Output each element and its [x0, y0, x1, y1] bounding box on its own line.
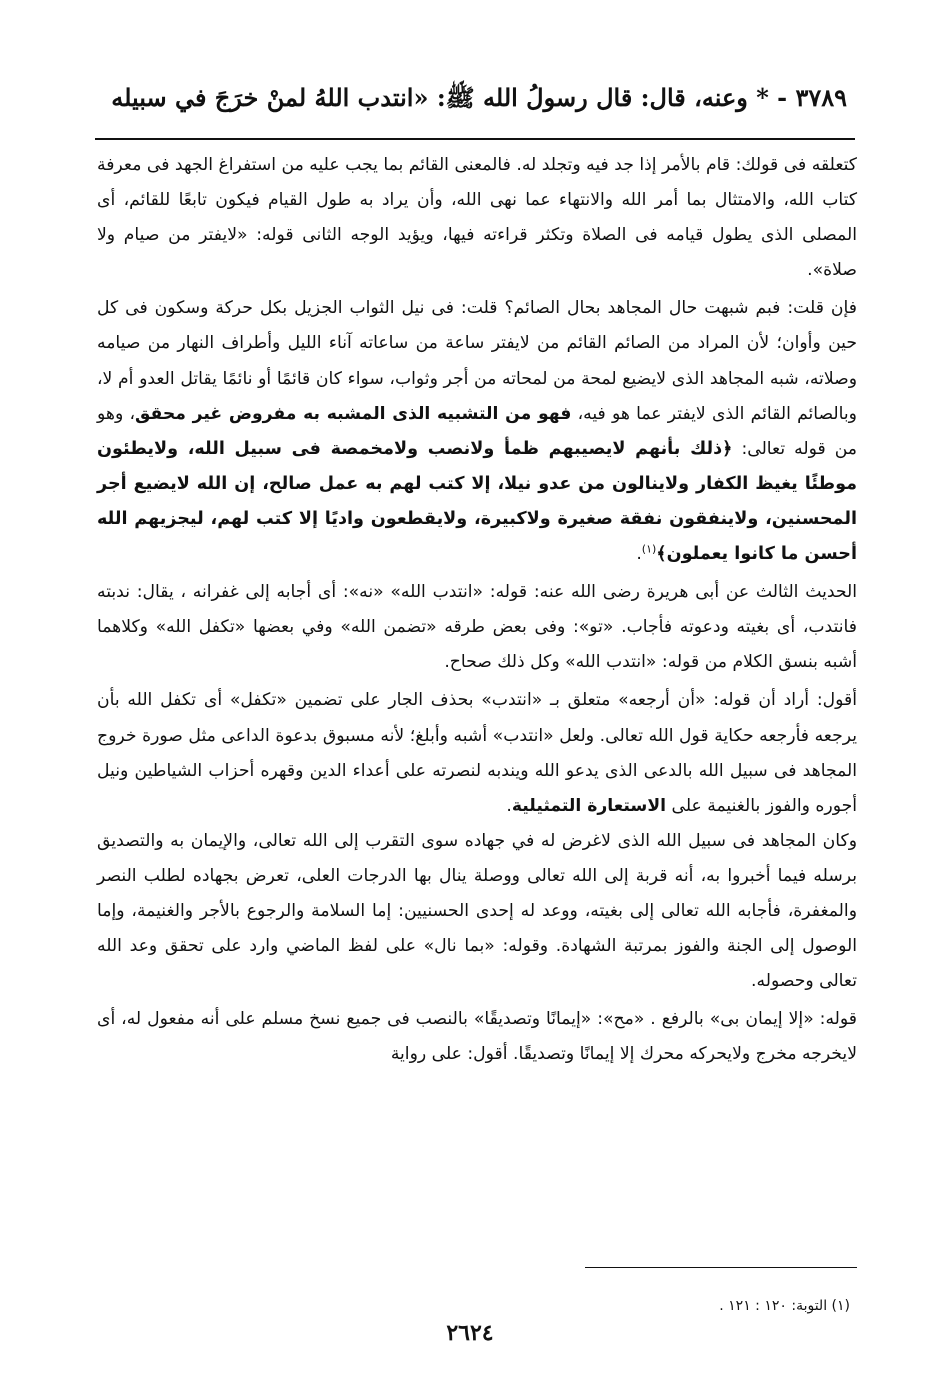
paragraph-4-text-a: أقول: أراد أن قوله: «أن أرجعه» متعلق بـ «انتدب» بحذف الجار على تضمين «تكفل» أى تكفل الله بأن يرجعه فأرجعه حكاية قول الله تعالى. ولعل «انتدب» أشبه وأبلغ؛ لأنه مسبوق بدعوة الداعى مثل صورة خروج المجاهد فى سبيل الله بالدعى الذى يدعو الله ويندبه لنصرته على أعداء الدين وقهره أحزاب الشياطين ونيل أجوره والفوز بالغنيمة على — [97, 690, 857, 816]
page-number: ٢٦٢٤ — [446, 1320, 494, 1346]
quran-verse: ﴿ذلك بأنهم لايصيبهم ظمأ ولانصب ولامخمصة فى سبيل الله، ولايطئون موطئًا يغيظ الكفار ولاينالون من عدو نيلا، إلا كتب لهم به عمل صالح، إن الله لايضيع أجر المحسنين، ولاينفقون نفقة صغيرة ولاكبيرة، ولايقطعون واديًا إلا كتب لهم، ليجزيهم الله أحسن ما كانوا يعملون﴾ — [97, 438, 857, 565]
footnote: (١) التوبة: ١٢٠ : ١٢١ . — [719, 1298, 850, 1314]
paragraph-2-text-a: فإن قلت: فبم شبهت حال المجاهد بحال الصائم؟ قلت: فى نيل الثواب الجزيل بكل حركة وسكون فى كل حين وأوان؛ لأن المراد من الصائم القائم من لايفتر ساعة من ساعاته آناء الليل وأطراف النهار من صيامه وصلاته، شبه المجاهد الذى لايضيع لمحة من لمحاته من أجر وثواب، سواء كان قائمًا أو نائمًا يقاتل العدو أم لا، وبالصائم القائم الذى لايفتر عما هو فيه، — [97, 298, 857, 424]
paragraph-3: الحديث الثالث عن أبى هريرة رضى الله عنه: قوله: «انتدب الله» «نه»: أى أجابه إلى غفرانه ، يقال: ندبته فانتدب، أى بغيته ودعوته فأجاب. «تو»: وفى بعض طرقه «تضمن الله» وفي بعضها «تكفل الله» وكلاهما أشبه بنسق الكلام من قوله: «انتدب الله» وكل ذلك صحاح. — [97, 582, 857, 673]
footnote-divider — [585, 1267, 857, 1268]
commentary-body — [97, 148, 857, 1072]
footnote-ref: (١) — [641, 542, 657, 556]
header-divider — [95, 138, 855, 140]
hadith-header: ٣٧٨٩ - * وعنه، قال: قال رسولُ الله ﷺ: «انتدب اللهُ لمنْ خرَجَ في سبيله — [111, 83, 847, 112]
paragraph-2 — [97, 291, 857, 572]
paragraph-2-text-b: ، وهو من قوله تعالى: — [97, 403, 857, 459]
paragraph-4 — [97, 683, 857, 823]
paragraph-2-text-c: . — [636, 544, 642, 565]
paragraph-2-bold-phrase: فهو من التشبيه الذى المشبه به مفروض غير محقق — [135, 403, 572, 424]
paragraph-5: وكان المجاهد فى سبيل الله الذى لاغرض له في جهاده سوى التقرب إلى الله تعالى، والإيمان به والتصديق برسله فيما أخبروا به، أنه قربة إلى الله تعالى ووصلة ينال بها الدرجات العلى، تعرض بجهاده لطلب النصر والمغفرة، فأجابه الله تعالى إلى بغيته، ووعد له إحدى الحسنيين: إما السلامة والرجوع بالأجر والغنيمة، وإما الوصول إلى الجنة والفوز بمرتبة الشهادة. وقوله: «بما نال» على لفظ الماضي وارد على تحقق وعد الله تعالى وحصوله. — [97, 830, 857, 992]
paragraph-4-bold-phrase: الاستعارة التمثيلية — [511, 795, 667, 816]
paragraph-4-text-b: . — [506, 795, 512, 816]
paragraph-6: قوله: «إلا إيمان بى» بالرفع . «مح»: «إيمانًا وتصديقًا» بالنصب فى جميع نسخ مسلم على أنه مفعول له، أى لايخرجه مخرج ولايحركه محرك إلا إيمانًا وتصديقًا. أقول: على رواية — [97, 1009, 857, 1065]
paragraph-1: كتعلقه فى قولك: قام بالأمر إذا جد فيه وتجلد له. فالمعنى القائم بما يجب عليه من استفراغ الجهد فى معرفة كتاب الله، والامتثال بما أمر الله والانتهاء عما نهى الله، وأن يراد به طول القيام فيكون تابعًا للقائم، أى المصلى الذى يطول قيامه فى الصلاة وتكثر قراءته فيها، ويؤيد الوجه الثانى قوله: «لايفتر من صيام ولا صلاة». — [97, 155, 857, 281]
